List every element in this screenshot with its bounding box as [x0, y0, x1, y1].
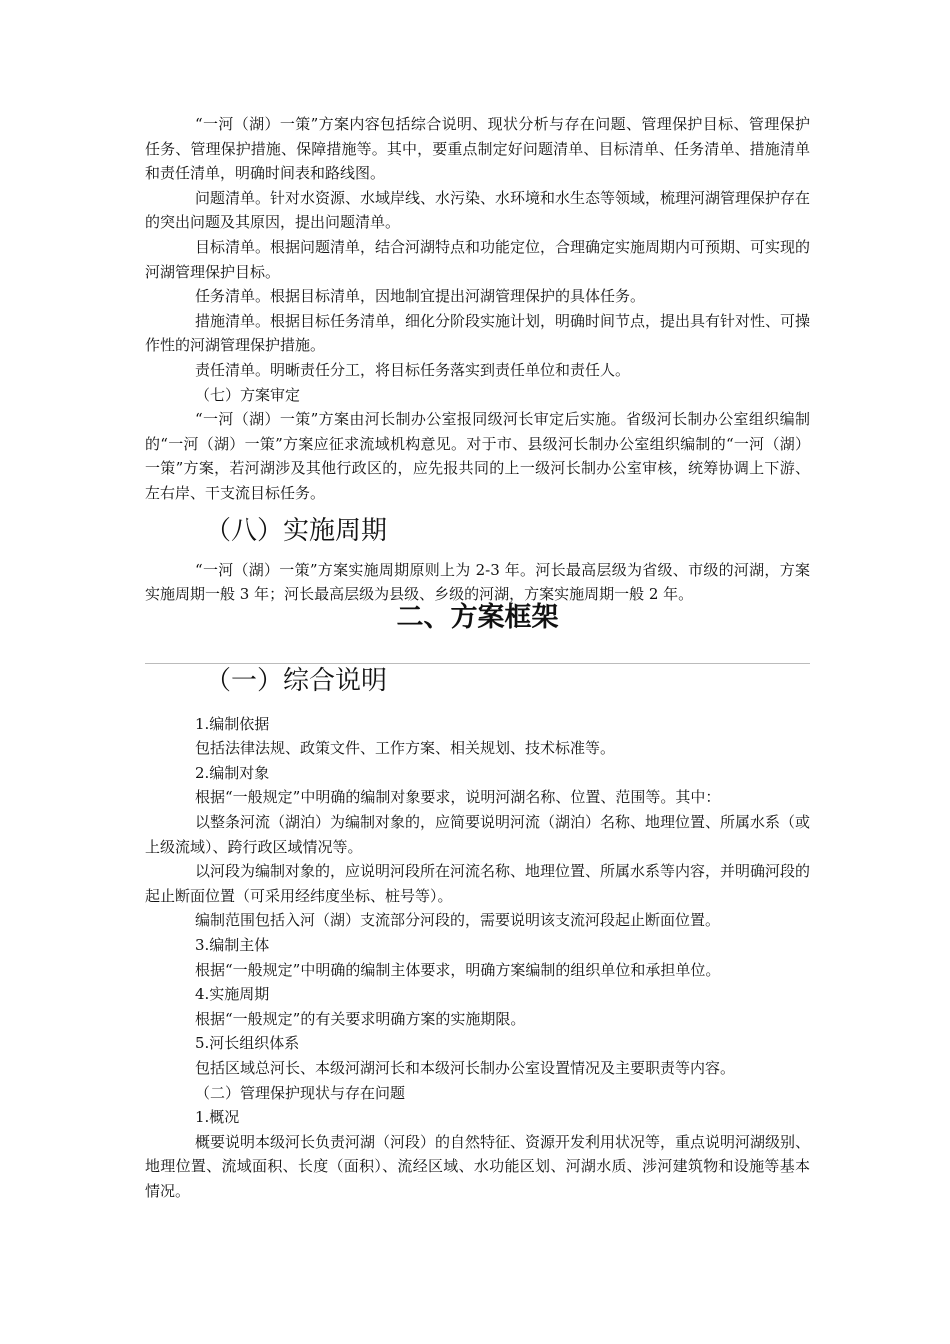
paragraph: 根据“一般规定”的有关要求明确方案的实施期限。: [195, 1009, 526, 1028]
heading-comprehensive-description: （一）综合说明: [205, 665, 388, 696]
paragraph: 措施清单。根据目标任务清单，细化分阶段实施计划，明确时间节点，提出具有针对性、可操作性的河湖管理保护措施。: [145, 311, 811, 355]
paragraph: 包括法律法规、政策文件、工作方案、相关规划、技术标准等。: [195, 739, 616, 758]
paragraph: 问题清单。针对水资源、水域岸线、水污染、水环境和水生态等领域，梳理河湖管理保护存在的突出问题及其原因，提出问题清单。: [145, 188, 811, 232]
paragraph: 根据“一般规定”中明确的编制对象要求，说明河湖名称、位置、范围等。其中：: [195, 788, 721, 807]
paragraph: 根据“一般规定”中明确的编制主体要求，明确方案编制的组织单位和承担单位。: [195, 960, 721, 979]
item-heading: 5.河长组织体系: [195, 1034, 300, 1053]
section-heading: 二、方案框架: [396, 601, 559, 633]
paragraph: 以整条河流（湖泊）为编制对象的，应简要说明河流（湖泊）名称、地理位置、所属水系（或上级流域）、跨行政区域情况等。: [145, 813, 811, 856]
paragraph: 以河段为编制对象的，应说明河段所在河流名称、地理位置、所属水系等内容，并明确河段的起止断面位置（可采用经纬度坐标、桩号等）。: [145, 862, 811, 905]
paragraph: “一河（湖）一策”方案实施周期原则上为 2-3 年。河长最高层级为省级、市级的河湖，方案实施周期一般 3 年；河长最高层级为县级、乡级的河湖，方案实施周期一般 2 年。: [145, 560, 810, 604]
item-heading: 4.实施周期: [195, 985, 270, 1004]
paragraph: 概要说明本级河长负责河湖（河段）的自然特征、资源开发利用状况等，重点说明河湖级别、地理位置、流域面积、长度（面积）、流经区域、水功能区划、河湖水质、涉河建筑物和设施等基本情况。: [145, 1132, 811, 1200]
paragraph: 编制范围包括入河（湖）支流部分河段的，需要说明该支流河段起止断面位置。: [195, 911, 721, 930]
subheading: （七）方案审定: [195, 385, 301, 404]
paragraph: “一河（湖）一策”方案由河长制办公室报同级河长审定后实施。省级河长制办公室组织编制的“一河（湖）一策”方案应征求流域机构意见。对于市、县级河长制办公室组织编制的“一河（湖）一策”方案，若河湖涉及其他行政区的，应先报共同的上一级河长制办公室审核，统筹协调上下游、左右岸、干支流目标任务。: [145, 410, 810, 502]
heading-implementation-period: （八）实施周期: [205, 515, 388, 546]
paragraph: 目标清单。根据问题清单，结合河湖特点和功能定位，合理确定实施周期内可预期、可实现的河湖管理保护目标。: [145, 237, 811, 281]
paragraph: 包括区域总河长、本级河湖河长和本级河长制办公室设置情况及主要职责等内容。: [195, 1059, 736, 1077]
paragraph: “一河（湖）一策”方案内容包括综合说明、现状分析与存在问题、管理保护目标、管理保护任务、管理保护措施、保障措施等。其中，要重点制定好问题清单、目标清单、任务清单、措施清单和责任清单，明确时间表和路线图。: [145, 115, 810, 183]
subheading: （二）管理保护现状与存在问题: [195, 1083, 406, 1102]
item-heading: 1.概况: [195, 1108, 240, 1127]
document-page: [145, 112, 810, 1204]
paragraph: 责任清单。明晰责任分工，将目标任务落实到责任单位和责任人。: [195, 360, 631, 379]
item-heading: 3.编制主体: [195, 936, 270, 955]
paragraph: 任务清单。根据目标清单，因地制宜提出河湖管理保护的具体任务。: [195, 287, 646, 306]
item-heading: 2.编制对象: [195, 763, 270, 782]
item-heading: 1.编制依据: [195, 714, 270, 733]
